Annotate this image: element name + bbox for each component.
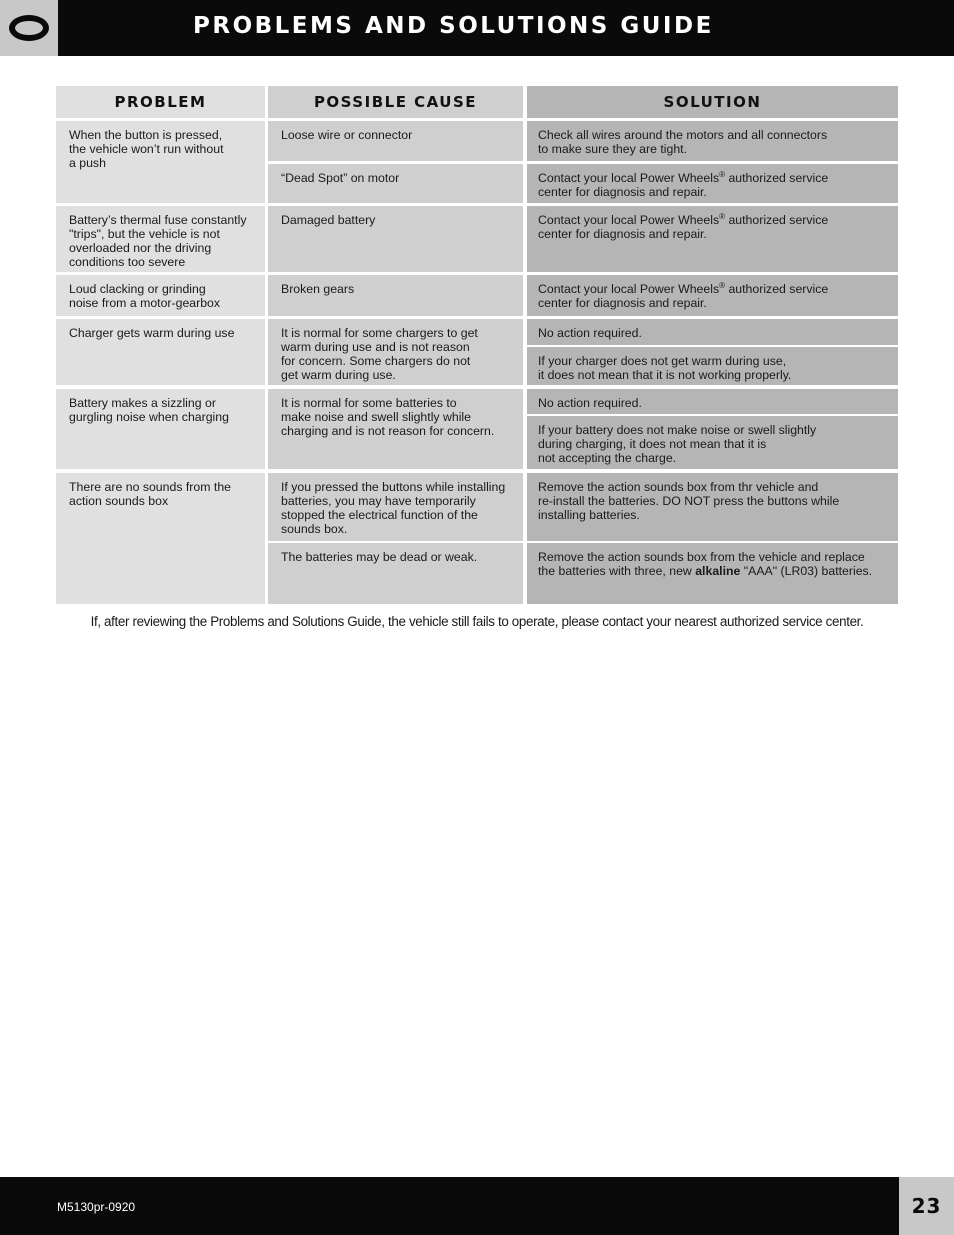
problem-text: When the button is pressed, — [69, 128, 223, 142]
cause-text: charging and is not reason for concern. — [281, 424, 495, 438]
document-code: M5130pr-0920 — [57, 1200, 136, 1214]
cause-text: stopped the electrical function of the — [281, 508, 478, 522]
cause-text: warm during use and is not reason — [281, 340, 470, 354]
cause-cell — [268, 473, 523, 541]
cause-text: If you pressed the buttons while installing — [281, 480, 506, 494]
solution-text: If your charger does not get warm during use, — [538, 354, 787, 368]
solution-cell — [527, 416, 898, 469]
cause-cell — [268, 164, 523, 203]
solution-text-part: the batteries with three, new — [538, 564, 696, 578]
solution-cell — [527, 319, 898, 345]
solution-text: Contact your local Power Wheels® authorized service — [538, 280, 829, 296]
solution-cell — [527, 389, 898, 414]
column-header-problem: PROBLEM — [56, 86, 265, 118]
cause-cell — [268, 121, 523, 161]
footnote: If, after reviewing the Problems and Solutions Guide, the vehicle still fails to operate, please contact your nearest authorized service center. — [90, 614, 864, 629]
problem-cell — [56, 473, 265, 604]
cause-text: Loose wire or connector — [281, 128, 413, 142]
solution-text: No action required. — [538, 396, 642, 410]
cause-text: get warm during use. — [281, 368, 396, 382]
solution-cell — [527, 121, 898, 161]
problem-text: noise from a motor-gearbox — [69, 296, 221, 310]
problem-text: "trips", but the vehicle is not — [69, 227, 220, 241]
cause-text: for concern. Some chargers do not — [281, 354, 471, 368]
problem-cell — [56, 121, 265, 203]
problem-text: gurgling noise when charging — [69, 410, 229, 424]
cause-cell — [268, 275, 523, 316]
problem-text: action sounds box — [69, 494, 169, 508]
cause-text: sounds box. — [281, 522, 348, 536]
solution-cell — [527, 206, 898, 272]
cause-cell — [268, 319, 523, 385]
solution-cell — [527, 275, 898, 316]
solution-text: No action required. — [538, 326, 642, 340]
solution-text: not accepting the charge. — [538, 451, 677, 465]
cause-text: Broken gears — [281, 282, 355, 296]
page-number-box — [899, 1177, 954, 1235]
solution-cell — [527, 347, 898, 385]
problem-text: Charger gets warm during use — [69, 326, 235, 340]
solution-text: during charging, it does not mean that it is — [538, 437, 767, 451]
section-letter-o-icon — [9, 15, 49, 41]
column-header-solution: SOLUTION — [527, 86, 898, 118]
problem-cell — [56, 319, 265, 385]
solution-text: Remove the action sounds box from thr vehicle and — [538, 480, 819, 494]
problem-text: conditions too severe — [69, 255, 186, 269]
page-number: 23 — [911, 1194, 942, 1218]
cause-text: “Dead Spot” on motor — [281, 171, 400, 185]
solution-text — [538, 564, 886, 578]
solution-text: If your battery does not make noise or swell slightly — [538, 423, 817, 437]
solution-cell — [527, 473, 898, 541]
cause-text: It is normal for some chargers to get — [281, 326, 478, 340]
solution-text: installing batteries. — [538, 508, 640, 522]
problem-text: a push — [69, 156, 106, 170]
column-header-possible-cause: POSSIBLE CAUSE — [268, 86, 523, 118]
problem-text: There are no sounds from the — [69, 480, 231, 494]
problem-text: the vehicle won’t run without — [69, 142, 224, 156]
solution-cell — [527, 543, 898, 604]
solution-text: it does not mean that it is not working properly. — [538, 368, 792, 382]
cause-text: make noise and swell slightly while — [281, 410, 472, 424]
solution-text: re-install the batteries. DO NOT press the buttons while — [538, 494, 840, 508]
cause-text: Damaged battery — [281, 213, 376, 227]
problem-cell — [56, 206, 265, 272]
solution-text: center for diagnosis and repair. — [538, 296, 707, 310]
page-title: PROBLEMS AND SOLUTIONS GUIDE — [193, 13, 714, 39]
cause-cell — [268, 543, 523, 604]
cause-cell — [268, 206, 523, 272]
cause-text: The batteries may be dead or weak. — [281, 550, 478, 564]
problem-text: Loud clacking or grinding — [69, 282, 206, 296]
solution-text: center for diagnosis and repair. — [538, 227, 707, 241]
solution-text: Check all wires around the motors and all connectors — [538, 128, 828, 142]
solution-text: center for diagnosis and repair. — [538, 185, 707, 199]
problem-cell — [56, 389, 265, 469]
problem-text: Battery makes a sizzling or — [69, 396, 216, 410]
problem-cell — [56, 275, 265, 316]
problem-text: overloaded nor the driving — [69, 241, 212, 255]
solution-text: to make sure they are tight. — [538, 142, 688, 156]
cause-cell — [268, 389, 523, 469]
solution-text-bold: alkaline — [695, 564, 741, 578]
solution-text-part: "AAA" (LR03) batteries. — [740, 564, 873, 578]
cause-text: batteries, you may have temporarily — [281, 494, 476, 508]
solution-text: Remove the action sounds box from the vehicle and replace — [538, 550, 865, 564]
page-footer — [0, 1177, 954, 1235]
section-tab — [0, 0, 58, 56]
solution-cell — [527, 164, 898, 203]
solution-text: Contact your local Power Wheels® authorized service — [538, 169, 829, 185]
solution-text: Contact your local Power Wheels® authorized service — [538, 211, 829, 227]
cause-text: It is normal for some batteries to — [281, 396, 457, 410]
problem-text: Battery’s thermal fuse constantly — [69, 213, 247, 227]
